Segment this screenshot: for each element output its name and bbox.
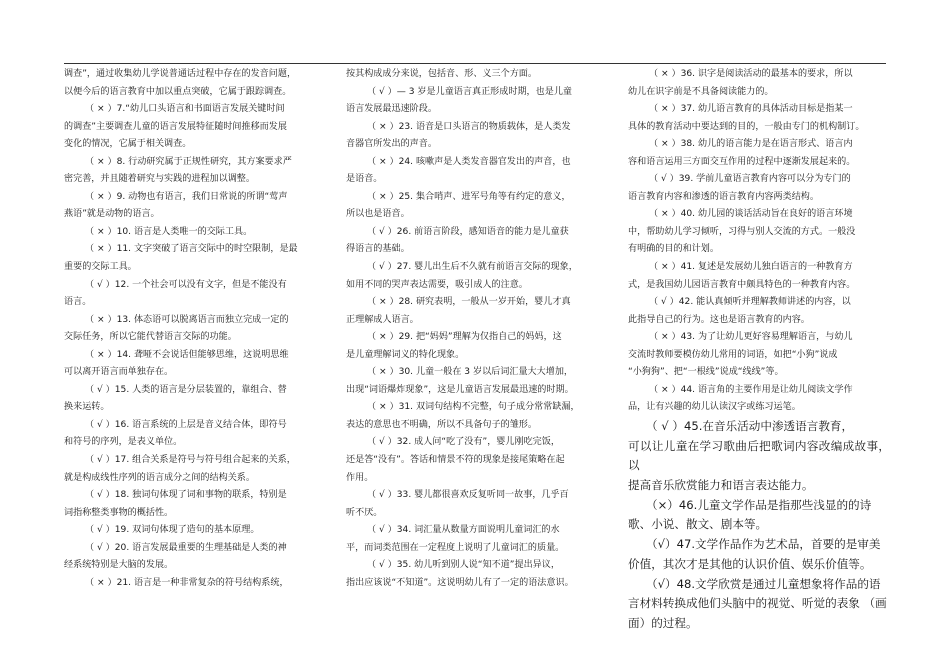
question-item (64, 224, 314, 242)
question-text-line: （ √ ）32. 成人问“吃了没有”，婴儿刚吃完饭， (367, 437, 560, 448)
question-text-line: （ √ ）15. 人类的语言是分层装置的，靠组合、替 (85, 384, 287, 395)
question-text-line: （ √ ）42. 能认真倾听并理解教师讲述的内容，以 (649, 297, 851, 308)
question-text-line: 容和语言运用三方面交互作用的过程中逐渐发展起来的。 (628, 156, 856, 167)
question-item (64, 241, 314, 276)
question-item (346, 119, 600, 154)
question-text-line: 密完善，并且随着研究与实践的进程加以调整。 (64, 174, 255, 185)
question-text-line: 如用不同的哭声表达需要，吸引成人的注意。 (346, 279, 528, 290)
question-text-line: 重要的交际工具。 (64, 262, 137, 273)
question-item (64, 540, 314, 575)
question-text-line: （√）47.文学作品作为艺术品，首要的是审美 (646, 537, 881, 552)
question-text-line: 音器官所发出的声音。 (346, 139, 437, 150)
question-text-line: 所以也是语音。 (346, 209, 410, 220)
question-text-line: 语言教育内容和渗透的语言教育内容两类结构。 (628, 191, 819, 202)
question-text-line: （ × ）36. 识字是阅读活动的最基本的要求，所以 (649, 69, 853, 79)
question-text-line: 言材料转换成他们头脑中的视觉、听觉的表象 （画 (628, 596, 887, 611)
question-item (64, 417, 314, 452)
question-item (64, 382, 314, 417)
question-item (628, 136, 890, 171)
column-middle (346, 66, 600, 592)
question-text-line: （ √ ）35. 幼儿听到别人说“知不道”提出异议， (367, 560, 560, 571)
question-text-line: （ × ）41. 复述是发展幼儿独白语言的一种教育方 (649, 262, 853, 273)
question-item (64, 452, 314, 487)
question-text-line: 和符号的序列，是表义单位。 (64, 437, 183, 448)
question-item (346, 66, 600, 84)
question-text-line: （ × ）30. 儿童一般在 3 岁以后词汇量大大增加， (367, 367, 574, 378)
question-text-line: 就是构成线性序列的语言成分之间的结构关系。 (64, 472, 255, 483)
question-item (64, 347, 314, 382)
question-text-line: 面）的过程。 (628, 615, 698, 630)
question-text-line: 正理解成人语言。 (346, 314, 419, 325)
question-text-line: （ √ ）— 3 岁是儿童语言真正形成时期，也是儿童 (367, 86, 573, 97)
question-text-line: 是儿童理解词义的特化现象。 (346, 349, 465, 360)
question-text-line: （ × ）8. 行动研究属于正规性研究，其方案要求严 (85, 156, 292, 167)
question-text-line: 以便今后的语言教育中加以重点突破，它属于跟踪调查。 (64, 86, 292, 97)
question-text-line: 平，而词类范围在一定程度上说明了儿童词汇的质量。 (346, 542, 565, 553)
question-item (346, 224, 600, 259)
question-item (628, 417, 890, 496)
question-text-line: （ × ）25. 集合哨声、进军号角等有约定的意义， (367, 191, 571, 202)
question-text-line: （ × ）11. 文字突破了语言交际中的时空限制，是最 (85, 244, 298, 255)
question-item (628, 329, 890, 382)
question-item (64, 312, 314, 347)
question-text-line: （ × ）28. 研究表明，一般从一岁开始，婴儿才真 (367, 297, 571, 308)
question-item (346, 399, 600, 434)
question-item (346, 259, 600, 294)
question-text-line: （×）46.儿童文学作品是指那些浅显的的诗 (646, 497, 872, 512)
question-text-line: 交际任务，所以它能代替语言交际的功能。 (64, 332, 237, 343)
question-item (628, 575, 890, 634)
question-item (628, 294, 890, 329)
question-text-line: 式，是我国幼儿园语言教育中颇具特色的一种教育内容。 (628, 279, 856, 290)
question-text-line: （ √ ）26. 前语言阶段，感知语音的能力是儿童获 (367, 226, 569, 237)
question-text-line: 中，帮助幼儿学习倾听，习得与别人交流的方式。一般没 (628, 226, 856, 237)
question-text-line: 有明确的目的和计划。 (628, 244, 719, 255)
question-text-line: （ × ）29. 把“妈妈”理解为仅指自己的妈妈，这 (367, 332, 562, 343)
question-text-line: （ √ ）12. 一个社会可以没有文字，但是不能没有 (85, 279, 287, 290)
question-item (346, 364, 600, 399)
question-text-line: 可以让儿童在学习歌曲后把歌词内容改编成故事， 以 (628, 438, 890, 473)
question-item (64, 189, 314, 224)
question-text-line: （ × ）23. 语音是口头语言的物质载体，是人类发 (367, 121, 571, 132)
question-item (628, 101, 890, 136)
question-text-line: “小狗狗”、把“一根线”说成“线线”等。 (628, 367, 784, 378)
question-text-line: 指出应该说“不知道”。这说明幼儿有了一定的语法意识。 (346, 577, 574, 588)
question-text-line: 还是答“没有”。答话和情景不符的现象是接尾策略在起 (346, 455, 565, 466)
question-text-line: （ × ）43. 为了让幼儿更好容易理解语言，与幼儿 (649, 332, 853, 343)
question-item (64, 66, 314, 101)
question-text-line: 交流时教师要模仿幼儿常用的词语，如把“小狗”说成 (628, 349, 838, 360)
question-item (64, 277, 314, 312)
top-rule (64, 63, 886, 64)
question-text-line: 品，让有兴趣的幼儿认读汉字或练习运笔。 (628, 402, 801, 413)
question-item (346, 557, 600, 592)
question-text-line: （ × ）24. 咳嗽声是人类发音器官发出的声音，也 (367, 156, 571, 167)
question-text-line: （√）48.文学欣赏是通过儿童想象将作品的语 (646, 576, 881, 591)
question-text-line: 得语言的基础。 (346, 244, 410, 255)
question-text-line: 的调查”主要调查儿童的语言发展特征随时间推移而发展 (64, 121, 287, 132)
question-item (64, 101, 314, 154)
question-text-line: （ √ ）18. 独词句体现了词和事物的联系，特别是 (85, 490, 287, 501)
question-text-line: （ √ ）45.在音乐活动中渗透语言教育， (646, 418, 854, 433)
question-text-line: 价值，其次才是其他的认识价值、娱乐价值等。 (628, 556, 872, 571)
question-text-line: （ × ）21. 语言是一种非常复杂的符号结构系统， (85, 577, 289, 588)
question-text-line: 换来运转。 (64, 402, 110, 413)
question-text-line: （ × ）40. 幼儿园的谈话活动旨在良好的语言环境 (649, 209, 853, 220)
question-item (346, 294, 600, 329)
question-text-line: （ × ）14. 聋哑不会说话但能够思维，这说明思维 (85, 349, 289, 360)
question-text-line: （ √ ）20. 语言发展最重要的生理基础是人类的神 (85, 542, 287, 553)
question-text-line: 语言。 (64, 297, 92, 308)
question-text-line: （ × ）31. 双词句结构不完整，句子成分常常缺漏， (367, 402, 580, 413)
question-item (628, 171, 890, 206)
question-text-line: （ √ ）33. 婴儿都很喜欢反复听同一故事，几乎百 (367, 490, 569, 501)
question-item (64, 575, 314, 593)
question-text-line: （ √ ）39. 学前儿童语言教育内容可以分为专门的 (649, 174, 851, 185)
question-item (346, 434, 600, 487)
question-text-line: （ × ）37. 幼儿语言教育的具体活动目标是指某一 (649, 104, 853, 115)
question-text-line: 燕语”就是动物的语言。 (64, 209, 160, 220)
question-text-line: （ √ ）19. 双词句体现了造句的基本原理。 (85, 525, 260, 536)
question-text-line: （ × ）10. 语言是人类唯一的交际工具。 (85, 226, 253, 237)
question-text-line: 此指导自己的行为。这也是语言教育的内容。 (628, 314, 810, 325)
question-item (64, 487, 314, 522)
question-text-line: 词指称整类事物的概括性。 (64, 507, 174, 518)
question-item (346, 487, 600, 522)
question-text-line: 是语音。 (346, 174, 383, 185)
question-text-line: 出现“词语爆炸现象”，这是儿童语言发展最迅速的时期。 (346, 384, 574, 395)
question-text-line: 调查”，通过收集幼儿学说普通话过程中存在的发音问题， (64, 69, 297, 79)
question-item (346, 329, 600, 364)
question-item (628, 206, 890, 259)
question-item (628, 259, 890, 294)
question-item (346, 84, 600, 119)
question-text-line: 具体的教育活动中要达到的目的，一般由专门的机构制订。 (628, 121, 865, 132)
question-text-line: （ × ）7.“幼儿口头语言和书面语言发展关键时间 (85, 104, 285, 115)
question-item (628, 382, 890, 417)
question-text-line: 变化的情况，它属于相关调查。 (64, 139, 192, 150)
question-item (346, 154, 600, 189)
question-text-line: 幼儿在识字前是不具备阅读能力的。 (628, 86, 774, 97)
question-text-line: （ × ）9. 动物也有语言，我们日常说的所谓“莺声 (85, 191, 288, 202)
question-text-line: （ √ ）16. 语言系统的上层是音义结合体，即符号 (85, 419, 287, 430)
question-item (628, 535, 890, 574)
question-text-line: （ √ ）27. 婴儿出生后不久就有前语言交际的现象， (367, 262, 578, 273)
question-text-line: （ × ）38. 幼儿的语言能力是在语言形式、语言内 (649, 139, 853, 150)
question-item (628, 66, 890, 101)
question-text-line: 经系统特别是大脑的发展。 (64, 560, 174, 571)
question-text-line: 表达的意思也不明确，所以不具备句子的雏形。 (346, 419, 537, 430)
question-text-line: 歌、小说、散文、剧本等。 (628, 517, 768, 532)
column-left (64, 66, 314, 592)
question-item (346, 522, 600, 557)
question-text-line: （ × ）13. 体态语可以脱离语言而独立完成一定的 (85, 314, 289, 325)
question-text-line: 听不厌。 (346, 507, 383, 518)
question-text-line: （ × ）44. 语言角的主要作用是让幼儿阅读文学作 (649, 384, 853, 395)
question-text-line: 可以离开语言而单独存在。 (64, 367, 174, 378)
question-text-line: （ √ ）34. 词汇量从数量方面说明儿童词汇的水 (367, 525, 560, 536)
question-text-line: （ √ ）17. 组合关系是符号与符号组合起来的关系， (85, 455, 296, 466)
question-item (64, 522, 314, 540)
question-text-line: 语言发展最迅速阶段。 (346, 104, 437, 115)
column-right (628, 66, 890, 634)
question-text-line: 作用。 (346, 472, 374, 483)
question-text-line: 按其构成成分来说，包括音、形、义三个方面。 (346, 69, 537, 79)
question-item (628, 496, 890, 535)
question-item (346, 189, 600, 224)
question-item (64, 154, 314, 189)
question-text-line: 提高音乐欣赏能力和语言表达能力。 (628, 478, 814, 493)
